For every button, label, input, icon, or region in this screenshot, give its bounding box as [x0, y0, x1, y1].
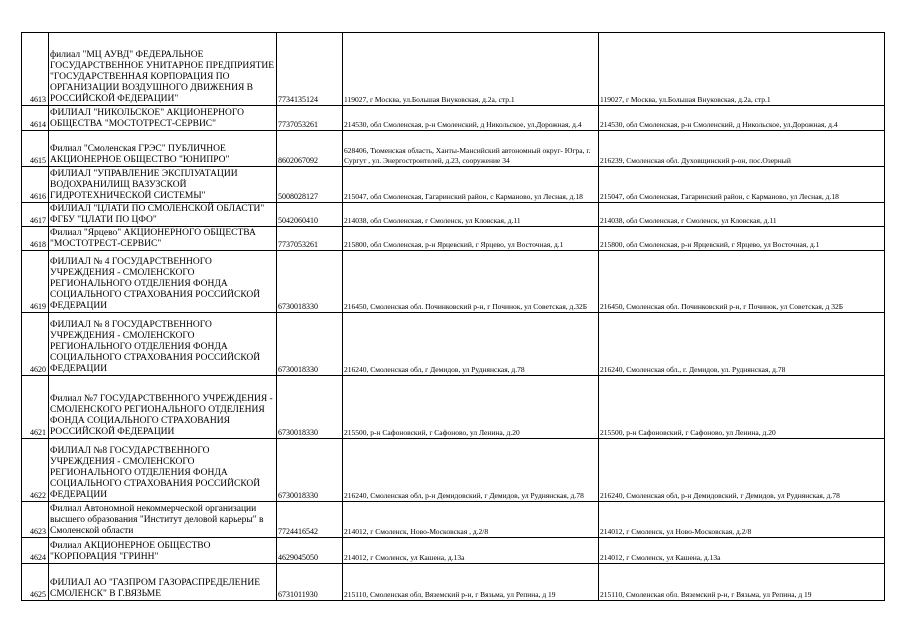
table-row [22, 538, 885, 564]
actual-address: 214012, г Смоленск, ул Кашена, д.13а [599, 538, 885, 564]
legal-address: 119027, г Москва, ул.Большая Внуковская, д.2а, стр.1 [343, 33, 599, 106]
table-row [22, 564, 885, 601]
inn: 7737053261 [277, 227, 343, 251]
legal-address: 214012, г Смоленск, ул Кашена, д.13а [343, 538, 599, 564]
actual-address: 216239, Смоленская обл. Духовщинский р-он, пос.Озерный [599, 131, 885, 167]
organization-name: филиал "МЦ АУВД" ФЕДЕРАЛЬНОЕ ГОСУДАРСТВЕННОЕ УНИТАРНОЕ ПРЕДПРИЯТИЕ "ГОСУДАРСТВЕННАЯ КОРПОРАЦИЯ ПО ОРГАНИЗАЦИИ ВОЗДУШНОГО ДВИЖЕНИЯ В РОССИЙСКОЙ ФЕДЕРАЦИИ" [49, 33, 277, 106]
actual-address: 215047, обл Смоленская, Гагаринский район, с Кармановo, ул Лесная, д.18 [599, 167, 885, 203]
row-number: 4616 [22, 167, 49, 203]
inn: 4629045050 [277, 538, 343, 564]
inn: 5008028127 [277, 167, 343, 203]
organization-name: Филиал Автономной некоммерческой организации высшего образования "Институт деловой карьеры" в Смоленской области [49, 502, 277, 538]
inn: 7724416542 [277, 502, 343, 538]
table-row [22, 167, 885, 203]
row-number: 4621 [22, 376, 49, 439]
organization-name: Филиал "Ярцево" АКЦИОНЕРНОГО ОБЩЕСТВА "МОСТОТРЕСТ-СЕРВИС" [49, 227, 277, 251]
legal-address: 215110, Смоленская обл, Вяземский р-н, г Вязьма, ул Репина, д 19 [343, 564, 599, 601]
row-number: 4617 [22, 203, 49, 227]
row-number: 4619 [22, 251, 49, 313]
legal-address: 216240, Смоленская обл, г Демидов, ул Руднянская, д.78 [343, 313, 599, 376]
table-row [22, 33, 885, 106]
organization-name: ФИЛИАЛ № 8 ГОСУДАРСТВЕННОГО УЧРЕЖДЕНИЯ - СМОЛЕНСКОГО РЕГИОНАЛЬНОГО ОТДЕЛЕНИЯ ФОНДА СОЦИАЛЬНОГО СТРАХОВАНИЯ РОССИЙСКОЙ ФЕДЕРАЦИИ [49, 313, 277, 376]
organization-name: ФИЛИАЛ "ЦЛАТИ ПО СМОЛЕНСКОЙ ОБЛАСТИ" ФГБУ "ЦЛАТИ ПО ЦФО" [49, 203, 277, 227]
records-table [21, 32, 885, 601]
actual-address: 215500, р-н Сафоновский, г Сафоново, ул Ленина, д.20 [599, 376, 885, 439]
actual-address: 214530, обл Смоленская, р-н Смоленский, д Никольское, ул.Дорожная, д.4 [599, 106, 885, 131]
row-number: 4622 [22, 439, 49, 502]
actual-address: 215800, обл Смоленская, р-н Ярцевский, г Ярцево, ул Восточная, д.1 [599, 227, 885, 251]
organization-name: ФИЛИАЛ №8 ГОСУДАРСТВЕННОГО УЧРЕЖДЕНИЯ - СМОЛЕНСКОГО РЕГИОНАЛЬНОГО ОТДЕЛЕНИЯ ФОНДА СОЦИАЛЬНОГО СТРАХОВАНИЯ РОССИЙСКОЙ ФЕДЕРАЦИИ [49, 439, 277, 502]
row-number: 4623 [22, 502, 49, 538]
legal-address: 215800, обл Смоленская, р-н Ярцевский, г Ярцево, ул Восточная, д.1 [343, 227, 599, 251]
table-row [22, 251, 885, 313]
inn: 6730018330 [277, 251, 343, 313]
row-number: 4615 [22, 131, 49, 167]
row-number: 4625 [22, 564, 49, 601]
table-row [22, 313, 885, 376]
row-number: 4613 [22, 33, 49, 106]
row-number: 4614 [22, 106, 49, 131]
actual-address: 214012, г Смоленск, ул Ново-Московская, д.2/8 [599, 502, 885, 538]
table-row [22, 439, 885, 502]
actual-address: 216240, Смоленская обл., г. Демидов, ул. Руднянская, д.78 [599, 313, 885, 376]
organization-name: Филиал "Смоленская ГРЭС" ПУБЛИЧНОЕ АКЦИОНЕРНОЕ ОБЩЕСТВО "ЮНИПРО" [49, 131, 277, 167]
organization-name: ФИЛИАЛ "УПРАВЛЕНИЕ ЭКСПЛУАТАЦИИ ВОДОХРАНИЛИЩ ВАЗУЗСКОЙ ГИДРОТЕХНИЧЕСКОЙ СИСТЕМЫ" [49, 167, 277, 203]
legal-address: 216240, Смоленская обл, р-н Демидовский, г Демидов, ул Руднянская, д.78 [343, 439, 599, 502]
organization-name: ФИЛИАЛ № 4 ГОСУДАРСТВЕННОГО УЧРЕЖДЕНИЯ - СМОЛЕНСКОГО РЕГИОНАЛЬНОГО ОТДЕЛЕНИЯ ФОНДА СОЦИАЛЬНОГО СТРАХОВАНИЯ РОССИЙСКОЙ ФЕДЕРАЦИИ [49, 251, 277, 313]
table-row [22, 106, 885, 131]
actual-address: 214038, обл Смоленская, г Смоленск, ул Кловская, д.11 [599, 203, 885, 227]
table-row [22, 203, 885, 227]
inn: 8602067092 [277, 131, 343, 167]
row-number: 4618 [22, 227, 49, 251]
inn: 6731011930 [277, 564, 343, 601]
actual-address: 119027, г Москва, ул.Большая Внуковская, д.2а, стр.1 [599, 33, 885, 106]
table-row [22, 376, 885, 439]
table-row [22, 227, 885, 251]
legal-address: 214012, г Смоленск, Ново-Московская , д.2/8 [343, 502, 599, 538]
organization-name: ФИЛИАЛ АО "ГАЗПРОМ ГАЗОРАСПРЕДЕЛЕНИЕ СМОЛЕНСК" В Г.ВЯЗЬМЕ [49, 564, 277, 601]
legal-address: 628406, Тюменская область, Ханты-Мансийский автономный округ- Югра, г. Сургут , ул. Энергостроителей, д.23, сооружение 34 [343, 131, 599, 167]
legal-address: 215500, р-н Сафоновский, г Сафоново, ул Ленина, д.20 [343, 376, 599, 439]
actual-address: 215110, Смоленская обл. Вяземский р-н, г Вязьма, ул Репина, д 19 [599, 564, 885, 601]
legal-address: 215047, обл Смоленская, Гагаринский район, с Кармановo, ул Лесная, д.18 [343, 167, 599, 203]
legal-address: 214038, обл Смоленская, г Смоленск, ул Кловская, д.11 [343, 203, 599, 227]
row-number: 4620 [22, 313, 49, 376]
table-row [22, 131, 885, 167]
row-number: 4624 [22, 538, 49, 564]
inn: 6730018330 [277, 439, 343, 502]
legal-address: 216450, Смоленская обл. Починковский р-н, г Починок, ул Советская, д.32Б [343, 251, 599, 313]
inn: 7737053261 [277, 106, 343, 131]
inn: 6730018330 [277, 313, 343, 376]
actual-address: 216240, Смоленская обл, р-н Демидовский, г Демидов, ул Руднянская, д.78 [599, 439, 885, 502]
organization-name: Филиал №7 ГОСУДАРСТВЕННОГО УЧРЕЖДЕНИЯ - СМОЛЕНСКОГО РЕГИОНАЛЬНОГО ОТДЕЛЕНИЯ ФОНДА СОЦИАЛЬНОГО СТРАХОВАНИЯ РОССИЙСКОЙ ФЕДЕРАЦИИ [49, 376, 277, 439]
organization-name: ФИЛИАЛ "НИКОЛЬСКОЕ" АКЦИОНЕРНОГО ОБЩЕСТВА "МОСТОТРЕСТ-СЕРВИС" [49, 106, 277, 131]
organization-name: Филиал АКЦИОНЕРНОЕ ОБЩЕСТВО "КОРПОРАЦИЯ "ГРИНН" [49, 538, 277, 564]
inn: 6730018330 [277, 376, 343, 439]
inn: 7734135124 [277, 33, 343, 106]
actual-address: 216450, Смоленская обл. Починковский р-н, г Починок, ул Советская, д 32Б [599, 251, 885, 313]
inn: 5042060410 [277, 203, 343, 227]
table-row [22, 502, 885, 538]
legal-address: 214530, обл Смоленская, р-н Смоленский, д Никольское, ул.Дорожная, д.4 [343, 106, 599, 131]
